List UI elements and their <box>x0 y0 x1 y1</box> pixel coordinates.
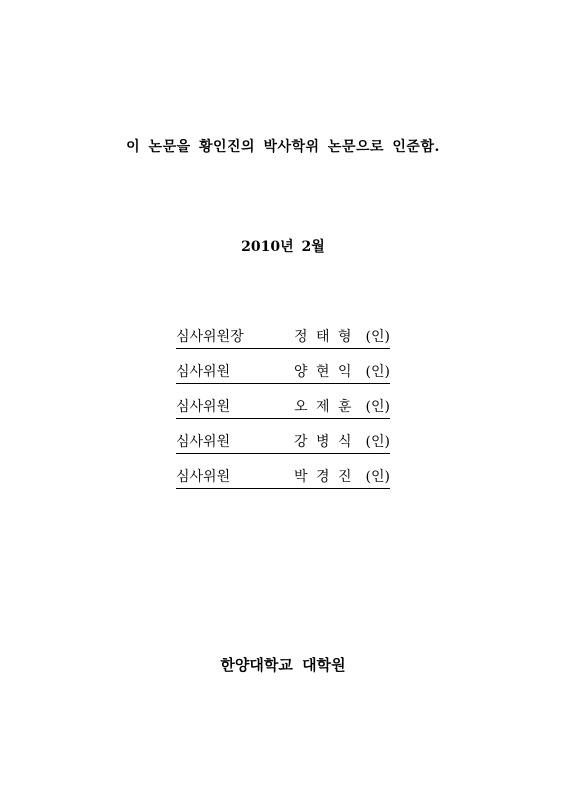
committee-member-row <box>176 324 390 349</box>
committee-list <box>176 324 390 499</box>
member-name: 박 경 진 <box>294 469 352 485</box>
member-role: 심사위원 <box>176 399 231 415</box>
member-name: 강 병 식 <box>294 434 352 450</box>
member-name: 양 현 익 <box>294 364 352 380</box>
member-seal: (인) <box>365 469 390 485</box>
committee-member-row <box>176 359 390 384</box>
member-seal: (인) <box>365 364 390 380</box>
institution-name: 한양대학교 대학원 <box>220 656 346 674</box>
member-role: 심사위원장 <box>176 329 244 345</box>
member-seal: (인) <box>365 329 390 345</box>
member-name: 오 제 훈 <box>294 399 352 415</box>
member-seal: (인) <box>365 399 390 415</box>
member-seal: (인) <box>365 434 390 450</box>
approval-date: 2010년 2월 <box>241 239 325 255</box>
member-name: 정 태 형 <box>294 329 352 345</box>
approval-statement: 이 논문을 황인진의 박사학위 논문으로 인준함. <box>126 139 440 155</box>
member-role: 심사위원 <box>176 469 231 485</box>
member-role: 심사위원 <box>176 434 231 450</box>
committee-member-row <box>176 394 390 419</box>
committee-member-row <box>176 464 390 489</box>
member-role: 심사위원 <box>176 364 231 380</box>
committee-member-row <box>176 429 390 454</box>
